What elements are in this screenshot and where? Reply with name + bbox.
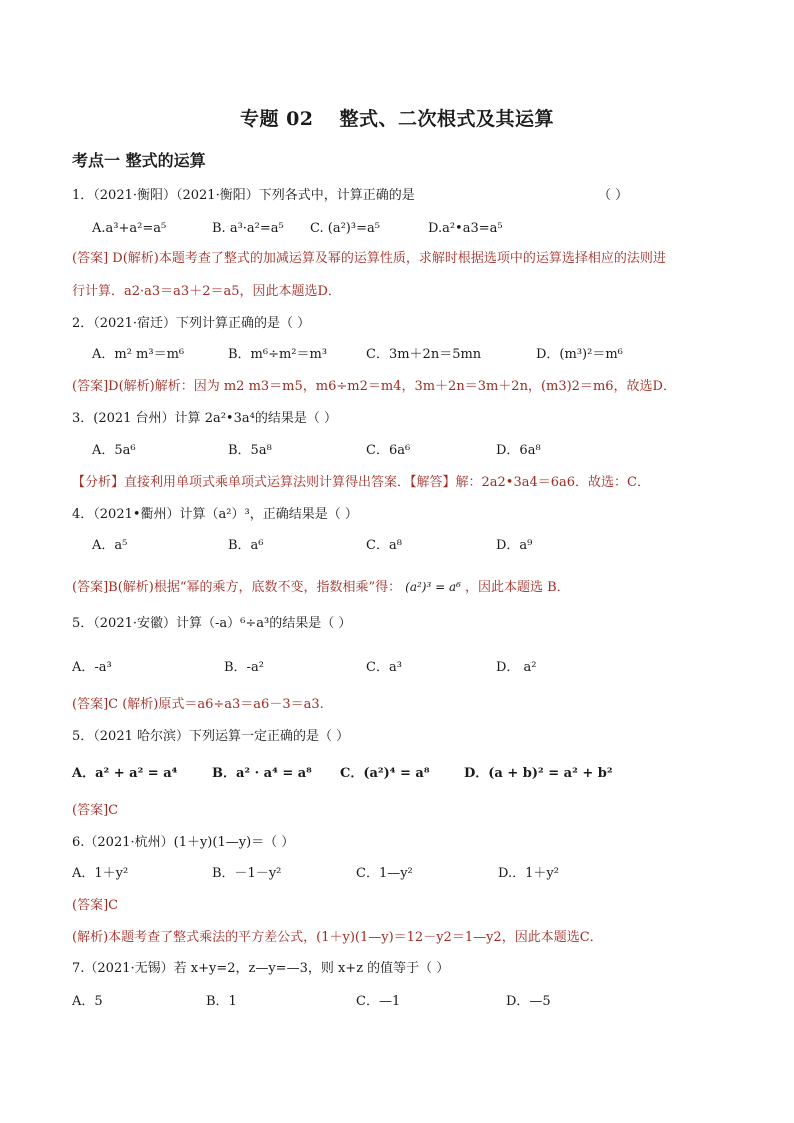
question-3-stem: 3．(2021 台州）计算 2a²•3a⁴的结果是（ ） bbox=[72, 411, 337, 426]
option-a: A．-a³ bbox=[72, 660, 112, 675]
question-1-stem: 1．（2021·衡阳）（2021·衡阳）下列各式中，计算正确的是 bbox=[72, 188, 415, 203]
option-c: C．a⁸ bbox=[366, 538, 402, 553]
question-5-options bbox=[72, 658, 692, 678]
option-a: A．5 bbox=[72, 994, 103, 1009]
question-3-options bbox=[92, 441, 692, 461]
option-c: C．1—y² bbox=[356, 866, 413, 881]
option-d: D．(m³)²＝m⁶ bbox=[536, 347, 623, 362]
option-c: C. (a²)³=a⁵ bbox=[310, 221, 380, 236]
question-6-options bbox=[72, 864, 712, 884]
question-3-answer: 【分析】直接利用单项式乘单项式运算法则计算得出答案．【解答】解：2a2•3a4＝6a6．故选：C． bbox=[72, 475, 650, 490]
question-4-options bbox=[92, 536, 692, 556]
question-4-stem: 4．（2021•衢州）计算（a²）³，正确结果是（ ） bbox=[72, 507, 358, 522]
option-a: A．a⁵ bbox=[92, 538, 128, 553]
question-5b-options bbox=[72, 764, 712, 784]
question-5-answer: (答案]C (解析)原式＝a6÷a3＝a6－3＝a3. bbox=[72, 697, 324, 712]
option-a: A．a² + a² = a⁴ bbox=[72, 766, 178, 781]
question-1-answer-line-1: (答案] D(解析)本题考查了整式的加减运算及幂的运算性质，求解时根据选项中的运算选择相应的法则进 bbox=[72, 251, 666, 266]
option-b: B．-a² bbox=[224, 660, 264, 675]
option-a: A．1＋y² bbox=[72, 866, 129, 881]
title-text: 整式、二次根式及其运算 bbox=[339, 108, 555, 130]
option-a: A.a³+a²=a⁵ bbox=[92, 221, 167, 236]
option-c: C．a³ bbox=[366, 660, 402, 675]
option-c: C．6a⁶ bbox=[366, 443, 411, 458]
option-b: B．m⁶÷m²＝m³ bbox=[228, 347, 328, 362]
option-b: B．5a⁸ bbox=[228, 443, 272, 458]
question-6-answer-line-1: (答案]C bbox=[72, 898, 119, 913]
option-a: A．5a⁶ bbox=[92, 443, 136, 458]
option-b: B．－1－y² bbox=[212, 866, 282, 881]
option-d: D． a² bbox=[496, 660, 537, 675]
option-c: C．—1 bbox=[356, 994, 401, 1009]
option-d: D．(a + b)² = a² + b² bbox=[464, 766, 613, 781]
question-2-answer: (答案]D(解析)解析：因为 m2 m3＝m5，m6÷m2＝m4，3m＋2n＝3m＋2n，(m3)2＝m6，故选D． bbox=[72, 379, 676, 394]
option-b: B．a⁶ bbox=[228, 538, 264, 553]
option-b: B. a³·a²=a⁵ bbox=[212, 221, 284, 236]
question-2-stem: 2．（2021·宿迁）下列计算正确的是（ ） bbox=[72, 316, 311, 331]
formula-image: (a²)³ = a⁶ bbox=[405, 580, 461, 594]
question-2-options bbox=[92, 345, 712, 365]
title-number: 专题 02 bbox=[239, 108, 314, 130]
option-a: A．m² m³＝m⁶ bbox=[92, 347, 185, 362]
question-1-blank: （ ） bbox=[598, 188, 629, 203]
page-title bbox=[0, 104, 794, 131]
option-d: D.a²•a3=a⁵ bbox=[428, 221, 503, 236]
question-7-options bbox=[72, 992, 712, 1012]
section-heading: 考点一 整式的运算 bbox=[72, 151, 206, 170]
option-d: D．—5 bbox=[506, 994, 551, 1009]
question-7-stem: 7.（2021·无锡）若 x+y=2，z—y=—3，则 x+z 的值等于（ ） bbox=[72, 961, 450, 976]
question-6-stem: 6.（2021·杭州）(1＋y)(1—y)＝（ ） bbox=[72, 835, 295, 850]
option-d: D．6a⁸ bbox=[496, 443, 541, 458]
option-b: B．1 bbox=[206, 994, 237, 1009]
question-4-answer: (答案]B(解析)根据“幂的乘方，底数不变，指数相乘”得： (a²)³ = a⁶ ，因此本题选 B． bbox=[72, 580, 570, 595]
option-c: C．(a²)⁴ = a⁸ bbox=[340, 766, 430, 781]
option-d: D．a⁹ bbox=[496, 538, 533, 553]
question-6-answer-line-2: (解析)本题考查了整式乘法的平方差公式，(1＋y)(1—y)＝12－y2＝1—y2，因此本题选C． bbox=[72, 930, 603, 945]
question-5b-stem: 5．（2021 哈尔滨）下列运算一定正确的是（ ） bbox=[72, 729, 350, 744]
option-c: C．3m＋2n＝5mn bbox=[366, 347, 482, 362]
question-1-answer-line-2: 行计算．a2·a3＝a3＋2＝a5，因此本题选D． bbox=[72, 284, 341, 299]
option-d: D.．1＋y² bbox=[498, 866, 559, 881]
question-5-stem: 5．（2021·安徽）计算（-a）⁶÷a³的结果是（ ） bbox=[72, 616, 352, 631]
question-5b-answer: (答案]C bbox=[72, 803, 119, 818]
option-b: B．a² · a⁴ = a⁸ bbox=[212, 766, 312, 781]
question-1-options bbox=[92, 219, 692, 239]
